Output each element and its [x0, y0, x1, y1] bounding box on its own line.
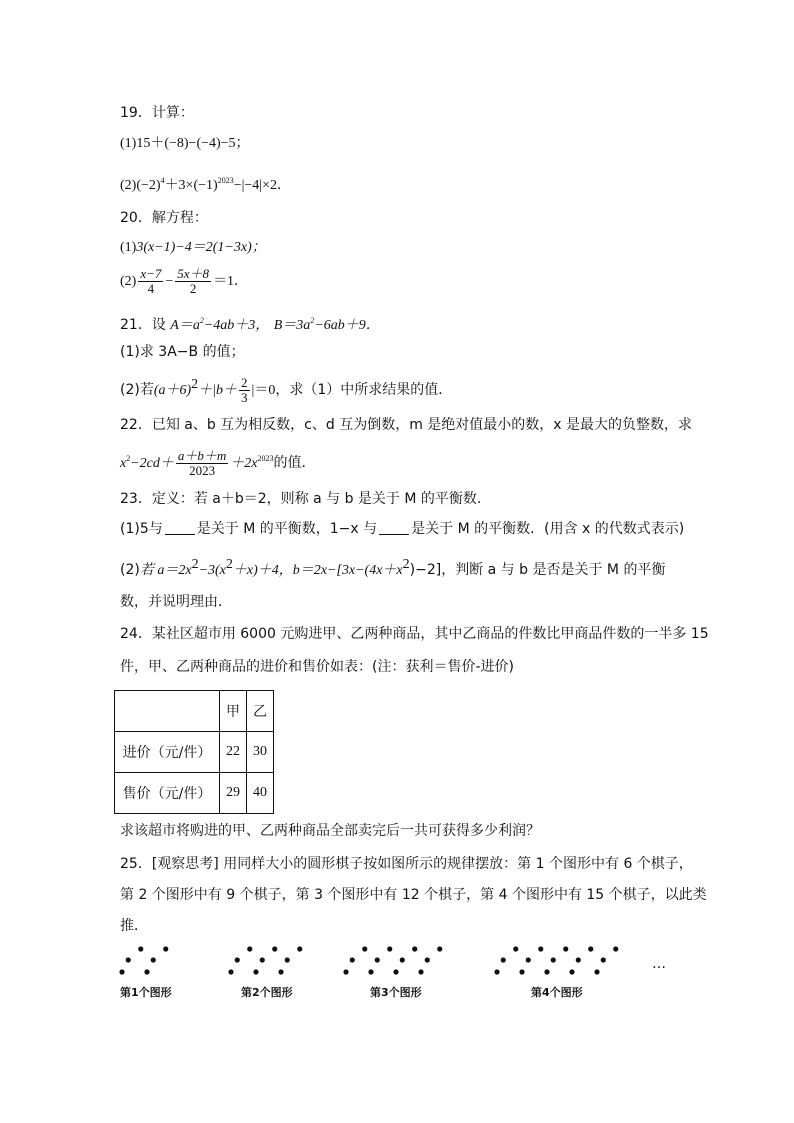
q19-part2-exp1: 4	[160, 176, 165, 185]
q23-part1-a: 5与	[139, 521, 163, 537]
q22-l2-a: x	[120, 456, 127, 471]
q23-part2-label: (2)	[120, 562, 140, 578]
q21-B-exp: 2	[310, 316, 315, 325]
figure-label-2: 第2个图形	[241, 986, 293, 999]
chess-piece-dot	[260, 957, 265, 962]
q22-l2-b: −2cd＋	[130, 456, 174, 471]
table-cell: 售价（元/件）	[115, 773, 220, 814]
q23-part2-d: )−2]，判断 a 与 b 是否是关于 M 的平衡	[409, 562, 666, 578]
q23-part2-a: 若 a＝2x	[139, 563, 192, 578]
chess-piece-dot	[437, 946, 442, 951]
chess-piece-dot	[235, 957, 240, 962]
q22-fraction-num: a＋b＋m	[177, 448, 227, 464]
chess-piece-dot	[412, 946, 417, 951]
q19-part2-b: ＋3×(−1)	[164, 178, 218, 193]
chess-piece-dot	[253, 969, 258, 974]
q19-part1-expr: 15＋(−8)−(−4)−5；	[136, 136, 250, 151]
chess-piece-dot	[343, 969, 348, 974]
figure-label-1: 第1个图形	[120, 986, 172, 999]
q24-line2: 件，甲、乙两种商品的进价和售价如表：(注：获利＝售价-进价)	[120, 659, 514, 675]
q21-part2-label: (2)	[120, 382, 140, 398]
chess-piece-dot	[544, 969, 549, 974]
chess-piece-dot	[144, 969, 149, 974]
q19-title: 19．计算：	[120, 105, 194, 121]
chess-piece-dot	[278, 969, 283, 974]
q21-part2-c: ＋|b＋	[198, 383, 238, 398]
q22-l2-a-exp: 2	[126, 454, 131, 463]
q21-fraction-den: 3	[241, 389, 248, 405]
q23-part2-line2: 数，并说明理由．	[120, 594, 232, 610]
q19-part1-label: (1)	[120, 136, 137, 151]
chess-piece-dot	[501, 957, 506, 962]
chess-piece-dot	[285, 957, 290, 962]
q21-part2-b: (a＋6)	[153, 383, 192, 398]
q20-fraction-2-den: 2	[189, 281, 197, 297]
chess-piece-dot	[400, 957, 405, 962]
chess-piece-dot	[350, 957, 355, 962]
q20-part1-expr: 3(x−1)−4＝2(1−3x)；	[136, 240, 266, 255]
q20-fraction-1-num: x−7	[140, 266, 162, 282]
q23-part1-b: 是关于 M 的平衡数，1−x 与	[196, 521, 378, 537]
chess-piece-dot	[588, 946, 593, 951]
table-cell: 进价（元/件）	[115, 732, 220, 773]
q24-line1: 24．某社区超市用 6000 元购进甲、乙两种商品，其中乙商品的件数比甲商品件数的一半多 15	[120, 626, 709, 642]
chess-piece-dot	[569, 969, 574, 974]
chess-piece-dot	[126, 957, 131, 962]
q25-line2: 第 2 个图形中有 9 个棋子，第 3 个图形中有 12 个棋子，第 4 个图形中有 15 个棋子，以此类	[120, 887, 707, 903]
q19-part2-a: (−2)	[136, 178, 161, 193]
q19-part2-label: (2)	[120, 178, 137, 193]
q23-part1-label: (1)	[120, 521, 140, 537]
q22-l2-d: 的值．	[273, 455, 316, 471]
q20-part2-label: (2)	[120, 274, 137, 289]
q20-fraction-2-num: 5x＋8	[177, 266, 210, 282]
chess-piece-dot	[526, 957, 531, 962]
q21-B-text: B＝3a	[273, 318, 311, 333]
chess-piece-dot	[519, 969, 524, 974]
chess-piece-dot	[151, 957, 156, 962]
q25-line3: 推．	[120, 918, 148, 934]
chess-piece-dot	[272, 946, 277, 951]
q21-part1-text: 求 3A−B 的值；	[139, 344, 245, 360]
chess-piece-dot	[601, 957, 606, 962]
figure-label-3: 第3个图形	[370, 986, 422, 999]
q20-part2-rest: ＝1．	[213, 274, 249, 289]
chess-piece-dot	[563, 946, 568, 951]
q20-fraction-1-den: 4	[147, 281, 155, 297]
table-cell: 29	[220, 773, 247, 814]
chess-piece-dot	[247, 946, 252, 951]
chess-piece-dot	[494, 969, 499, 974]
q23-part2-c-exp: 2	[402, 557, 410, 572]
q19-part2-exp2: 2023	[217, 176, 234, 185]
table-header-cell: 乙	[247, 691, 274, 732]
q19-part2-c: −|−4|×2．	[233, 178, 291, 193]
chess-piece-dot	[513, 946, 518, 951]
q21-A-exp: 2	[199, 316, 204, 325]
q25-line1: 25．[观察思考] 用同样大小的圆形棋子按如图所示的规律摆放：第 1 个图形中有 6 个棋子，	[120, 856, 693, 872]
chess-piece-dot	[362, 946, 367, 951]
q20-minus: −	[165, 274, 174, 289]
figure-label-4: 第4个图形	[531, 986, 583, 999]
table-header-cell: 甲	[220, 691, 247, 732]
chess-piece-dot	[297, 946, 302, 951]
q23-title: 23．定义：若 a＋b＝2，则称 a 与 b 是关于 M 的平衡数．	[120, 491, 491, 507]
chess-piece-dot	[425, 957, 430, 962]
chess-piece-dot	[387, 946, 392, 951]
chess-piece-dot	[119, 969, 124, 974]
chess-piece-dot	[163, 946, 168, 951]
q21-part2-e: ，求（1）中所求结果的值．	[275, 382, 453, 398]
q23-part2-b-exp: 2	[225, 557, 233, 572]
q23-part2-c: ＋x)＋4，b＝2x−[3x−(4x＋x	[232, 563, 403, 578]
q22-fraction-den: 2023	[189, 463, 216, 479]
chess-piece-dot	[576, 957, 581, 962]
chess-piece-dot	[594, 969, 599, 974]
q22-l2-c: ＋2x	[230, 456, 258, 471]
q22-l2-c-exp: 2023	[257, 454, 274, 463]
table-cell: 22	[220, 732, 247, 773]
chess-piece-dot	[551, 957, 556, 962]
chess-piece-dot	[138, 946, 143, 951]
q21-part1-label: (1)	[120, 344, 140, 360]
table-cell: 40	[247, 773, 274, 814]
q24-question: 求该超市将购进的甲、乙两种商品全部卖完后一共可获得多少利润？	[120, 823, 540, 839]
q23-part2-b: −3(x	[198, 563, 226, 578]
q21-A-text: A＝a	[170, 318, 200, 333]
q21-part2-if: 若	[139, 382, 154, 398]
q21-part2-d: |＝0	[251, 383, 276, 398]
figures-ellipsis: …	[652, 956, 666, 972]
chess-piece-dot	[393, 969, 398, 974]
chess-piece-dot	[613, 946, 618, 951]
q21-A-rest: −4ab＋3，	[203, 318, 270, 333]
q22-line1: 22．已知 a、b 互为相反数，c、d 互为倒数，m 是绝对值最小的数，x 是最大的负整数，求	[120, 417, 693, 433]
chess-piece-dot	[375, 957, 380, 962]
table-cell: 30	[247, 732, 274, 773]
chess-piece-dot	[538, 946, 543, 951]
chess-piece-dot	[228, 969, 233, 974]
q21-title-prefix: 21．设	[120, 317, 166, 333]
q23-part1-c: 是关于 M 的平衡数．(用含 x 的代数式表示)	[411, 521, 685, 537]
q20-part1-label: (1)	[120, 240, 137, 255]
q20-title: 20．解方程：	[120, 210, 208, 226]
chess-piece-dot	[418, 969, 423, 974]
q21-fraction-num: 2	[241, 374, 248, 390]
q21-B-rest: −6ab＋9．	[314, 318, 380, 333]
chess-piece-dot	[368, 969, 373, 974]
q21-part2-b-exp: 2	[191, 377, 199, 392]
q23-part2-a-exp: 2	[191, 557, 199, 572]
